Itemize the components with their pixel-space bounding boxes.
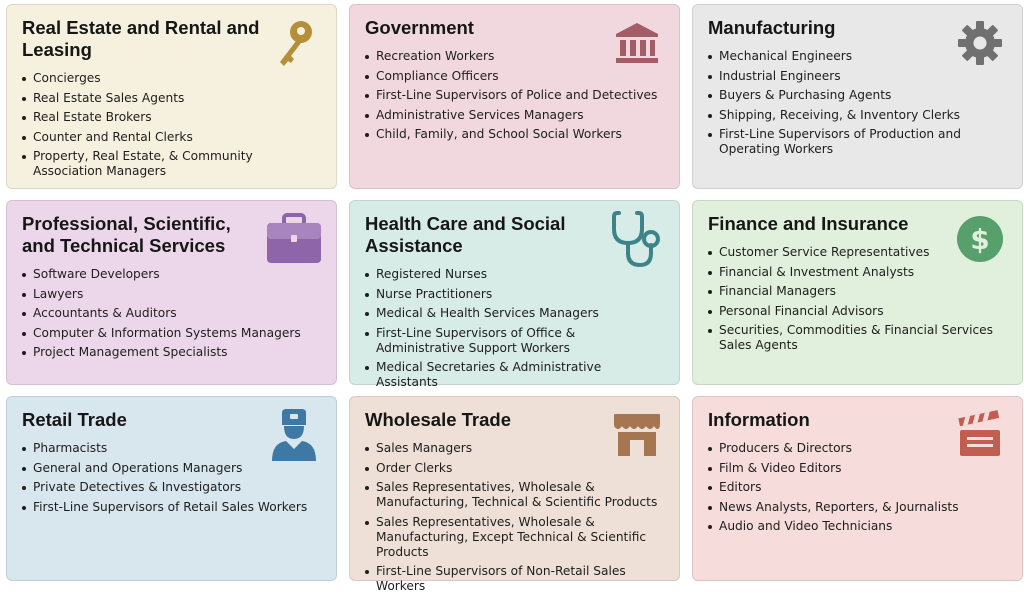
list-item: Medical Secretaries & Administrative Assistants: [365, 360, 665, 390]
card-title: Real Estate and Rental and Leasing: [22, 17, 260, 60]
list-item: First-Line Supervisors of Production and Operating Workers: [708, 127, 1008, 157]
occupation-list: [708, 441, 1008, 534]
list-item: Producers & Directors: [708, 441, 1008, 456]
list-item: Sales Managers: [365, 441, 665, 456]
card-title: Manufacturing: [708, 17, 836, 38]
occupation-list: [22, 71, 322, 179]
card-professional-services: [6, 200, 337, 385]
list-item: Computer & Information Systems Managers: [22, 326, 322, 341]
list-item: Audio and Video Technicians: [708, 519, 1008, 534]
card-title: Retail Trade: [22, 409, 127, 430]
list-item: Lawyers: [22, 287, 322, 302]
card-government: [349, 4, 680, 189]
industry-grid: [6, 4, 1023, 593]
card-finance: [692, 200, 1023, 385]
list-item: Sales Representatives, Wholesale & Manufacturing, Technical & Scientific Products: [365, 480, 665, 510]
list-item: Mechanical Engineers: [708, 49, 1008, 64]
key-icon: [266, 15, 322, 71]
occupation-list: [22, 441, 322, 515]
stethoscope-icon: [609, 211, 665, 267]
list-item: First-Line Supervisors of Retail Sales Workers: [22, 500, 322, 515]
card-wholesale-trade: [349, 396, 680, 593]
briefcase-icon: [266, 211, 322, 267]
list-item: Counter and Rental Clerks: [22, 130, 322, 145]
list-item: Securities, Commodities & Financial Services Sales Agents: [708, 323, 1008, 353]
list-item: Financial & Investment Analysts: [708, 265, 1008, 280]
list-item: First-Line Supervisors of Non-Retail Sales Workers: [365, 564, 665, 594]
list-item: Real Estate Sales Agents: [22, 91, 322, 106]
list-item: Accountants & Auditors: [22, 306, 322, 321]
list-item: Shipping, Receiving, & Inventory Clerks: [708, 108, 1008, 123]
list-item: Medical & Health Services Managers: [365, 306, 665, 321]
list-item: Project Management Specialists: [22, 345, 322, 360]
card-title: Wholesale Trade: [365, 409, 511, 430]
card-manufacturing: [692, 4, 1023, 189]
occupation-list: [365, 441, 665, 594]
list-item: Real Estate Brokers: [22, 110, 322, 125]
card-title: Information: [708, 409, 810, 430]
list-item: Order Clerks: [365, 461, 665, 476]
list-item: Sales Representatives, Wholesale & Manufacturing, Except Technical & Scientific Products: [365, 515, 665, 560]
list-item: Software Developers: [22, 267, 322, 282]
card-title: Health Care and Social Assistance: [365, 213, 566, 256]
card-title: Professional, Scientific, and Technical Services: [22, 213, 231, 256]
list-item: Editors: [708, 480, 1008, 495]
list-item: Customer Service Representatives: [708, 245, 1008, 260]
list-item: Buyers & Purchasing Agents: [708, 88, 1008, 103]
card-real-estate: [6, 4, 337, 189]
list-item: Film & Video Editors: [708, 461, 1008, 476]
list-item: Private Detectives & Investigators: [22, 480, 322, 495]
list-item: Compliance Officers: [365, 69, 665, 84]
list-item: Industrial Engineers: [708, 69, 1008, 84]
card-retail-trade: [6, 396, 337, 581]
list-item: News Analysts, Reporters, & Journalists: [708, 500, 1008, 515]
card-title: Government: [365, 17, 474, 38]
list-item: Administrative Services Managers: [365, 108, 665, 123]
list-item: Pharmacists: [22, 441, 322, 456]
list-item: Child, Family, and School Social Workers: [365, 127, 665, 142]
occupation-list: [365, 267, 665, 390]
list-item: Financial Managers: [708, 284, 1008, 299]
svg-text:$: $: [970, 223, 990, 256]
card-information: [692, 396, 1023, 581]
list-item: Recreation Workers: [365, 49, 665, 64]
list-item: General and Operations Managers: [22, 461, 322, 476]
list-item: First-Line Supervisors of Office & Administrative Support Workers: [365, 326, 665, 356]
occupation-list: [365, 49, 665, 142]
card-health-care: [349, 200, 680, 389]
list-item: Nurse Practitioners: [365, 287, 665, 302]
card-title: Finance and Insurance: [708, 213, 909, 234]
list-item: Property, Real Estate, & Community Association Managers: [22, 149, 322, 179]
list-item: Personal Financial Advisors: [708, 304, 1008, 319]
list-item: First-Line Supervisors of Police and Detectives: [365, 88, 665, 103]
list-item: Registered Nurses: [365, 267, 665, 282]
occupation-list: [22, 267, 322, 360]
list-item: Concierges: [22, 71, 322, 86]
